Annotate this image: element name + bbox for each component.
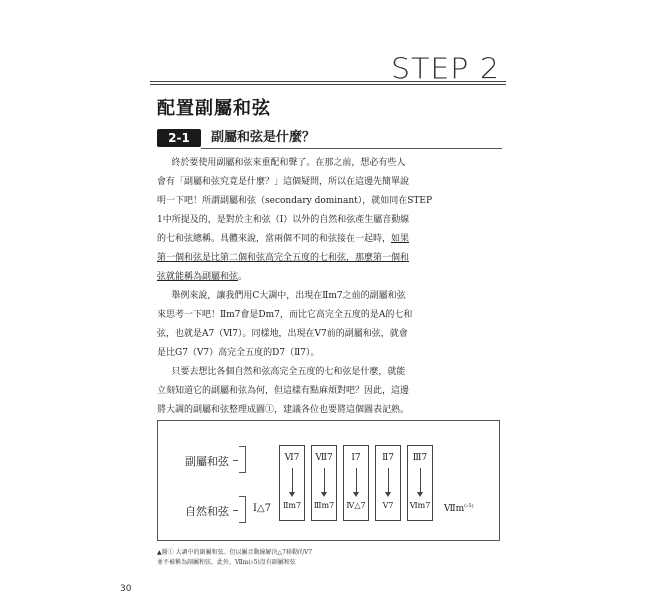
paragraph-1-text: 終於要使用副屬和弦來重配和聲了。在那之前，想必有些人 會有「副屬和弦究竟是什麼？」這個疑問，所以在這邊先簡單說 明一下吧！所謂副屬和弦（secondary dominant），就如同在STEP 1中所提及的，是對於主和弦（Ⅰ）以外的自然和弦產生屬音動線 的七和弦總稱。具體來說，當兩個不同的和弦接在一起時， (157, 158, 433, 244)
natural-chord: Ⅴ7 (382, 501, 394, 510)
bracket-secondary (239, 446, 246, 473)
section-title: 副屬和弦是什麼？ (211, 130, 316, 145)
paragraph-2: 舉例來說，讓我們用C大調中，出現在Ⅱm7之前的副屬和弦 來思考一下吧！Ⅱm7會是Dm7，而比它高完全五度的是A的七和 弦，也就是A7（Ⅵ7）。同樣地，出現在Ⅴ7前的副屬和弦，就會 是比G7（Ⅴ7）高完全五度的D7（Ⅱ7）。 (157, 291, 413, 358)
dash-secondary (233, 460, 238, 461)
label-secondary-dominant: 副屬和弦 (185, 455, 229, 468)
natural-chord-last-text: Ⅶm (444, 504, 465, 514)
caption-line: 並不被稱為副屬和弦。此外，Ⅶm(♭5)沒有副屬和弦 (157, 559, 296, 566)
secondary-chord: Ⅰ7 (351, 453, 361, 463)
step-rule-secondary (150, 84, 506, 85)
natural-chord: Ⅵm7 (409, 501, 431, 510)
label-diatonic-chords: 自然和弦 (185, 505, 229, 518)
arrow-down-icon (292, 468, 293, 494)
chord-column (375, 445, 401, 521)
chord-column (343, 445, 369, 521)
section-number-badge: 2-1 (157, 129, 201, 147)
arrow-down-icon (420, 468, 421, 494)
step-rule (150, 81, 506, 82)
section-heading (157, 129, 502, 149)
caption-line: ▲圖① 大調中的副屬和弦。但以屬音動線解決△7移動的Ⅴ7 (157, 549, 313, 556)
chord-column (407, 445, 433, 521)
secondary-chord: Ⅱ7 (382, 453, 394, 463)
arrow-down-icon (324, 468, 325, 494)
secondary-chord: Ⅲ7 (412, 453, 428, 463)
paragraph-3: 只要去想比各個自然和弦高完全五度的七和弦是什麼，就能 立刻知道它的副屬和弦為何，但這樣有點麻煩對吧？因此，這邊 將大調的副屬和弦整理成圖①，建議各位也要將這個圖表記熟。 (157, 367, 410, 415)
paragraph-1 (157, 154, 501, 287)
arrow-down-icon (356, 468, 357, 494)
figure-caption (157, 548, 417, 568)
page-number: 30 (120, 584, 132, 594)
natural-chord: Ⅲm7 (313, 501, 335, 510)
paragraph-1-end: 。 (238, 272, 248, 282)
step-title: STEP 2 (390, 52, 500, 87)
body-text (157, 154, 501, 420)
chord-column (311, 445, 337, 521)
natural-chord-last-sup: (♭5) (464, 503, 474, 509)
paragraph-1-underlined: 如果 第一個和弦是比第二個和弦高完全五度的七和弦，那麼第一個和 弦就能稱為副屬和弦 (157, 234, 410, 282)
section-rule (201, 148, 502, 149)
natural-chord: Ⅳ△7 (346, 501, 366, 510)
chord-column (279, 445, 305, 521)
chapter-title: 配置副屬和弦 (157, 98, 271, 119)
natural-chord: Ⅱm7 (282, 501, 302, 510)
natural-chord-first: Ⅰ△7 (253, 503, 272, 514)
bracket-natural (239, 496, 246, 523)
dash-natural (233, 510, 238, 511)
natural-chord-last (444, 503, 474, 514)
step-header (150, 52, 506, 92)
secondary-chord: Ⅶ7 (315, 453, 333, 463)
arrow-down-icon (388, 468, 389, 494)
secondary-chord: Ⅵ7 (284, 453, 300, 463)
